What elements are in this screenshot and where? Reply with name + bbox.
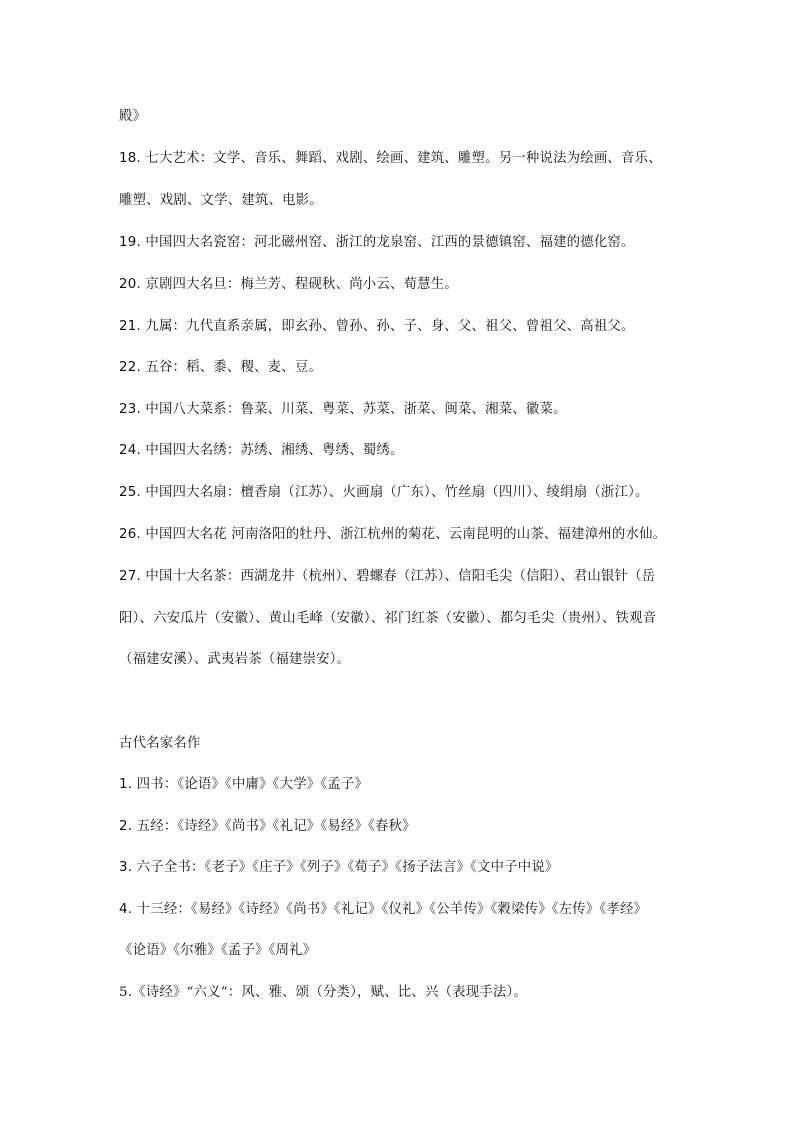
- work-item-3: 3. 六子全书：《老子》《庄子》《列子》《荀子》《扬子法言》《文中子中说》: [119, 860, 559, 875]
- section-heading: 古代名家名作: [119, 736, 201, 751]
- work-item-1: 1. 四书：《论语》《中庸》《大学》《孟子》: [119, 777, 369, 792]
- item-19: 19. 中国四大名瓷窑：河北磁州窑、浙江的龙泉窑、江西的景德镇窑、福建的德化窑。: [119, 235, 635, 250]
- work-item-4-line-2: 《论语》《尔雅》《孟子》《周礼》: [119, 943, 317, 958]
- text-line-continuation: 殿》: [119, 109, 147, 124]
- item-18-line-1: 18. 七大艺术：文学、音乐、舞蹈、戏剧、绘画、建筑、雕塑。另一种说法为绘画、音乐、: [119, 151, 662, 166]
- work-item-5: 5.《诗经》“六义”：风、雅、颂（分类），赋、比、兴（表现手法）。: [119, 985, 527, 1000]
- item-24: 24. 中国四大名绣：苏绣、湘绣、粤绣、蜀绣。: [119, 443, 404, 458]
- item-23: 23. 中国八大菜系：鲁菜、川菜、粤菜、苏菜、浙菜、闽菜、湘菜、徽菜。: [119, 402, 567, 417]
- item-27-line-2: 阳）、六安瓜片（安徽）、黄山毛峰（安徽）、祁门红茶（安徽）、都匀毛尖（贵州）、铁观音: [119, 611, 657, 626]
- item-26: 26. 中国四大名花 河南洛阳的牡丹、浙江杭州的菊花、云南昆明的山茶、福建漳州的水仙。: [119, 527, 667, 542]
- item-27-line-1: 27. 中国十大名茶：西湖龙井（杭州）、碧螺春（江苏）、信阳毛尖（信阳）、君山银针（岳: [119, 569, 656, 584]
- item-25: 25. 中国四大名扇：檀香扇（江苏）、火画扇（广东）、竹丝扇（四川）、绫绢扇（浙江）。: [119, 485, 649, 500]
- item-22: 22. 五谷：稻、黍、稷、麦、豆。: [119, 360, 323, 375]
- work-item-4-line-1: 4. 十三经：《易经》《诗经》《尚书》《礼记》《仪礼》《公羊传》《穀梁传》《左传》《孝经》: [119, 902, 648, 917]
- item-27-line-3: （福建安溪）、武夷岩茶（福建崇安）。: [119, 652, 351, 667]
- item-18-line-2: 雕塑、戏剧、文学、建筑、电影。: [119, 193, 323, 208]
- item-20: 20. 京剧四大名旦：梅兰芳、程砚秋、尚小云、荀慧生。: [119, 277, 458, 292]
- item-21: 21. 九属：九代直系亲属，即玄孙、曾孙、孙、子、身、父、祖父、曾祖父、高祖父。: [119, 319, 635, 334]
- work-item-2: 2. 五经：《诗经》《尚书》《礼记》《易经》《春秋》: [119, 819, 416, 834]
